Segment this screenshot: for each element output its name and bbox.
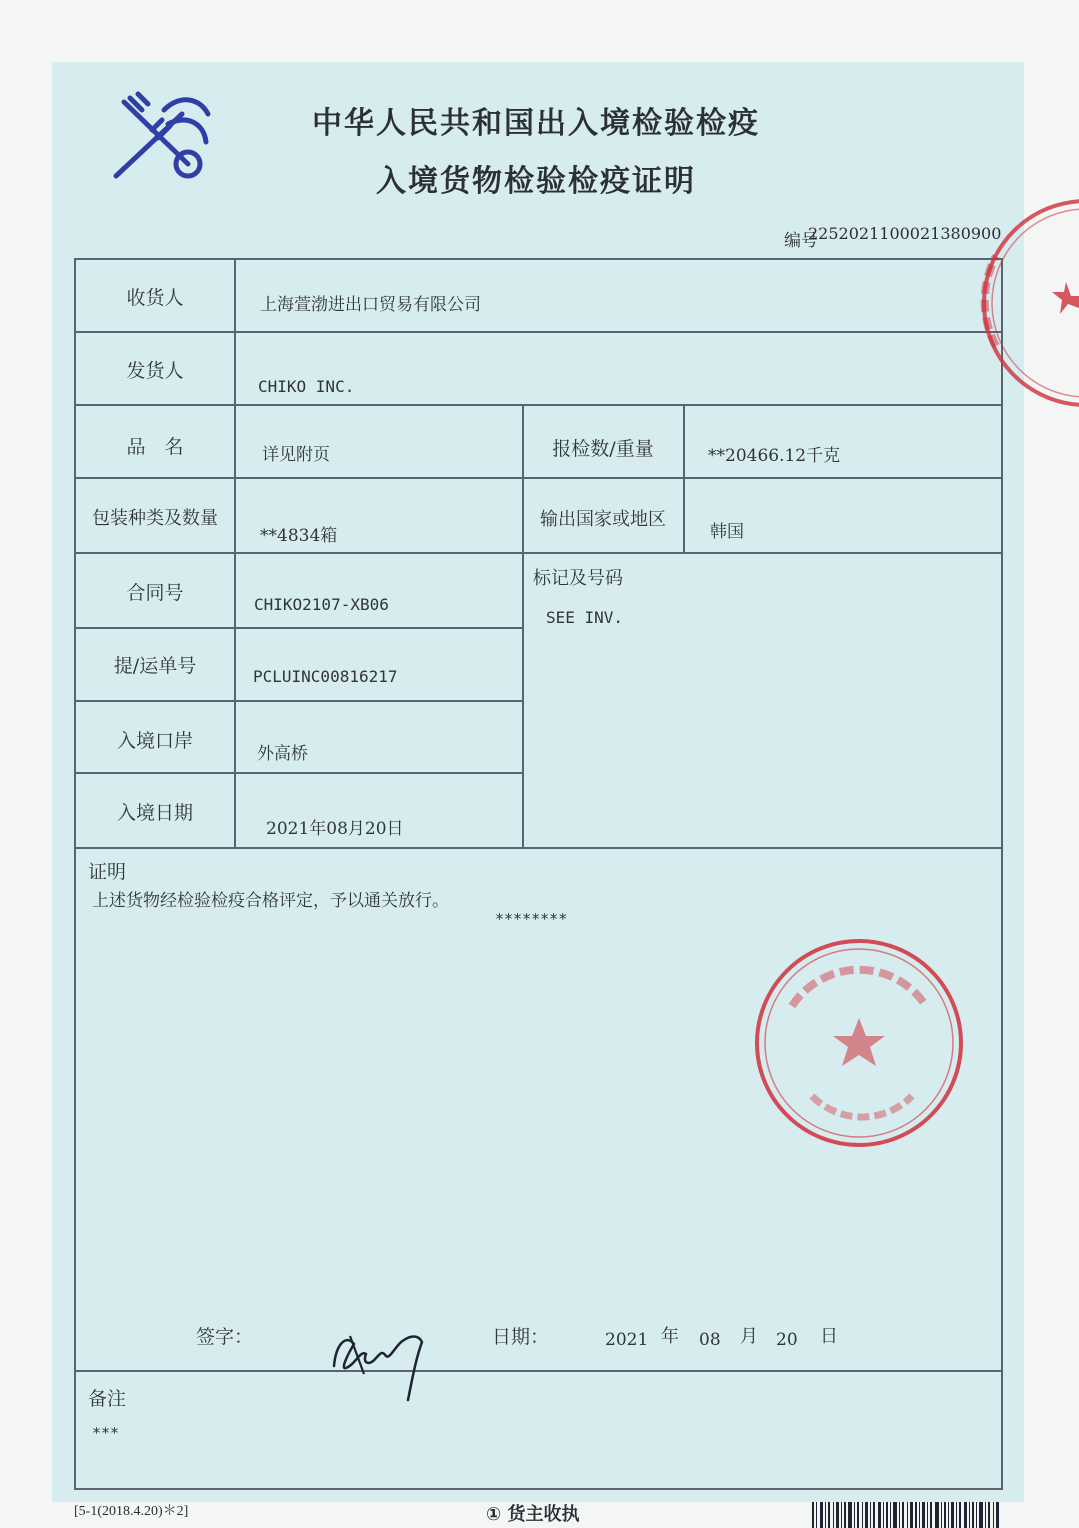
- form-code: [5-1(2018.4.20)＊2]: [74, 1504, 189, 1519]
- page-title: 中华人民共和国出入境检验检疫: [312, 106, 760, 141]
- table-rule: [74, 627, 524, 629]
- edge-seal-icon: [976, 196, 1079, 410]
- table-border-top: [74, 258, 1002, 260]
- official-seal-icon: [752, 936, 966, 1150]
- certification-text: 上述货物经检验检疫合格评定，予以通关放行。: [92, 891, 449, 911]
- origin-label: 输出国家或地区: [540, 509, 666, 530]
- table-rule: [74, 700, 524, 702]
- sign-day-unit: 日: [820, 1326, 838, 1347]
- remarks-label: 备注: [88, 1388, 127, 1410]
- origin-value: 韩国: [710, 522, 744, 542]
- table-rule: [74, 1370, 1002, 1372]
- cert-no: 2252021100021380900: [808, 224, 1002, 243]
- table-rule: [74, 772, 524, 774]
- consignee-label: 收货人: [126, 287, 184, 309]
- entry-date-label: 入境日期: [116, 802, 193, 824]
- copy-label: ① 货主收执: [486, 1504, 580, 1525]
- cert-no-label: 编号: [784, 231, 818, 251]
- marks-value: SEE INV.: [546, 608, 624, 627]
- goods-value: 详见附页: [262, 445, 330, 465]
- sign-date-label: 日期：: [492, 1326, 550, 1348]
- bill-of-lading-label: 提/运单号: [113, 655, 197, 677]
- sign-month: 08: [699, 1330, 721, 1350]
- table-border-right: [1001, 258, 1003, 1490]
- page-subtitle: 入境货物检验检疫证明: [376, 164, 696, 199]
- table-rule: [522, 404, 524, 849]
- table-rule: [74, 847, 1002, 849]
- table-rule: [74, 477, 1002, 479]
- certification-label: 证明: [88, 861, 127, 883]
- sign-year-unit: 年: [661, 1326, 679, 1347]
- entry-port-label: 入境口岸: [116, 730, 193, 752]
- barcode-icon: [812, 1502, 1000, 1528]
- goods-label: 品 名: [126, 436, 184, 458]
- consignee-value: 上海萱渤进出口贸易有限公司: [260, 295, 481, 315]
- entry-port-value: 外高桥: [257, 744, 308, 764]
- packaging-label: 包装种类及数量: [92, 508, 218, 529]
- quantity-value: **20466.12千克: [708, 446, 841, 466]
- table-border-bottom: [74, 1488, 1002, 1490]
- ciq-emblem-icon: [108, 90, 216, 186]
- quantity-label: 报检数/重量: [552, 438, 654, 460]
- consignor-label: 发货人: [126, 360, 184, 382]
- sign-month-unit: 月: [740, 1326, 758, 1347]
- table-rule: [74, 404, 1002, 406]
- sign-day: 20: [776, 1330, 798, 1350]
- certification-stars: ********: [495, 910, 568, 928]
- signature-label: 签字：: [196, 1326, 254, 1348]
- table-rule: [234, 258, 236, 849]
- table-rule: [683, 404, 685, 554]
- contract-value: CHIKO2107-XB06: [254, 595, 389, 614]
- consignor-value: CHIKO INC.: [258, 377, 355, 396]
- table-rule: [74, 331, 1002, 333]
- bill-of-lading-value: PCLUINC00816217: [253, 667, 398, 686]
- remarks-text: ***: [92, 1424, 120, 1442]
- sign-year: 2021: [605, 1330, 649, 1350]
- entry-date-value: 2021年08月20日: [266, 819, 404, 839]
- table-rule: [74, 552, 1002, 554]
- packaging-value: **4834箱: [260, 526, 338, 546]
- marks-label: 标记及号码: [533, 568, 623, 589]
- contract-label: 合同号: [126, 582, 184, 604]
- handwritten-signature-icon: [326, 1314, 430, 1404]
- certificate-paper: [52, 62, 1024, 1502]
